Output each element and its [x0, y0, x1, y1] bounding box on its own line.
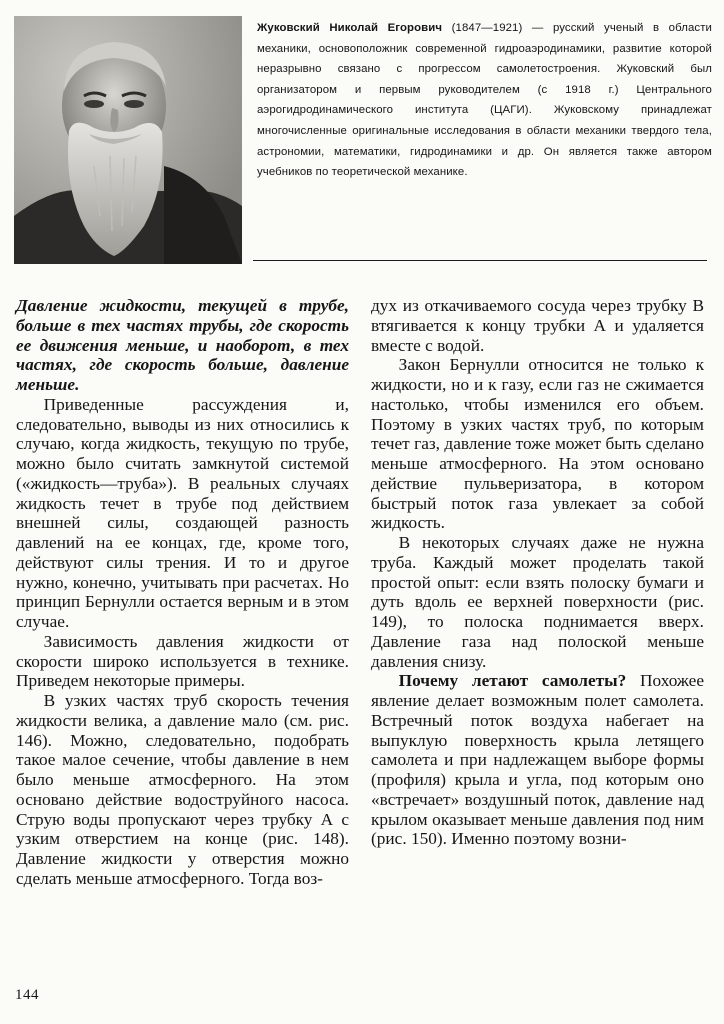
right-column [371, 296, 704, 849]
bio-text: (1847—1921) — русский ученый в области механики, основоположник современной гидроаэродинамики, развитие которой неразрывно связано с прогрессом самолетостроения. Жуковский был организатором и первым руководителем (с 1918 г.) Центрального аэрогидродинамического института (ЦАГИ). Жуковскому принадлежат многочисленные оригинальные исследования в области механики твердого тела, астрономии, математики, гидродинамики и др. Он является также автором учебников по теоретической механике. [257, 22, 712, 179]
paragraph: Зависимость давления жидкости от скорости широко используется в технике. Приведем некоторые примеры. [16, 631, 349, 691]
paragraph [371, 671, 704, 849]
paragraph: В узких частях труб скорость течения жидкости велика, а давление мало (см. рис. 146). Можно, следовательно, подобрать такое малое сечение, чтобы давление в нем было меньше атмосферного. На этом основано действие водоструйного насоса. Струю воды пропускают через трубку А с узким отверстием на конце (рис. 148). Давление жидкости у отверстия можно сделать меньше атмосферного. Тогда воз- [16, 691, 349, 888]
paragraph: В некоторых случаях даже не нужна труба. Каждый может проделать такой простой опыт: если взять полоску бумаги и дуть вдоль ее верхней поверхности (рис. 149), то полоска поднимается вверх. Давление газа над полоской меньше давления снизу. [371, 533, 704, 671]
page-number: 144 [15, 987, 39, 1003]
section-heading: Почему летают самолеты? [398, 671, 627, 691]
paragraph-text: Похожее явление делает возможным полет самолета. Встречный поток воздуха набегает на выпуклую поверхность крыла летящего самолета и при надлежащем выборе формы (профиля) крыла и угла, под которым оно «встречает» воздушный поток, давление над крылом оказывает меньше давления под ним (рис. 150). Именно поэтому возни- [371, 671, 704, 849]
bio-name: Жуковский Николай Егорович [257, 22, 443, 34]
portrait-photo [14, 16, 242, 264]
caption-divider [253, 260, 707, 261]
bernoulli-principle-statement: Давление жидкости, текущей в трубе, больше в тех частях трубы, где скорость ее движения меньше, и наоборот, в тех частях, где скорость больше, давление меньше. [16, 296, 349, 394]
left-column [16, 296, 349, 889]
paragraph: Приведенные рассуждения и, следовательно, выводы из них относились к случаю, когда жидкость, текущую по трубе, можно было считать замкнутой системой («жидкость—труба»). В реальных случаях жидкость течет в трубе под действием внешней силы, создающей разность давлений на ее концах, где, кроме того, действуют силы трения. И то и другое нужно, конечно, учитывать при расчетах. Но принцип Бернулли остается верным и в этом случае. [16, 394, 349, 631]
biography-caption [257, 18, 712, 183]
paragraph-continuation: дух из откачиваемого сосуда через трубку В втягивается к концу трубки А и удаляется вместе с водой. [371, 296, 704, 355]
paragraph: Закон Бернулли относится не только к жидкости, но и к газу, если газ не сжимается настолько, чтобы изменился его объем. Поэтому в узких частях труб, по которым течет газ, давление тоже может быть сделано меньше атмосферного. На этом основано действие пульверизатора, в котором быстрый поток газа увлекает за собой жидкость. [371, 355, 704, 533]
